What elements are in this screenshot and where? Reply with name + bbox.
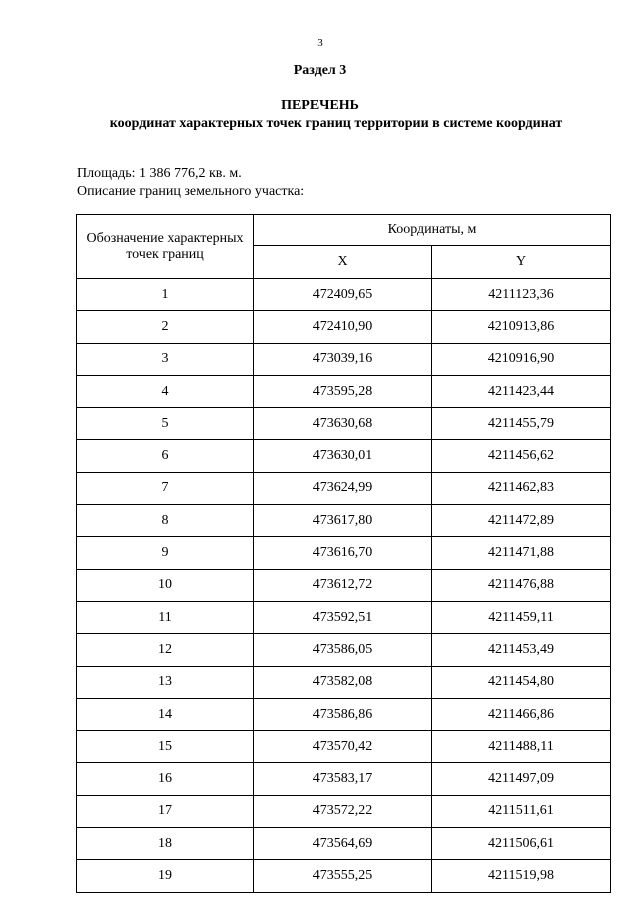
coord-y-cell: 4210916,90 (432, 343, 611, 375)
point-number-cell: 15 (77, 731, 254, 763)
table-row (77, 375, 611, 407)
coord-x-cell: 473582,08 (254, 666, 432, 698)
coord-x-cell: 473555,25 (254, 860, 432, 892)
point-number-cell: 9 (77, 537, 254, 569)
point-number-cell: 10 (77, 569, 254, 601)
coord-x-cell: 473572,22 (254, 795, 432, 827)
point-number-cell: 6 (77, 440, 254, 472)
point-number-cell: 4 (77, 375, 254, 407)
coord-y-cell: 4211506,61 (432, 828, 611, 860)
point-number-cell: 3 (77, 343, 254, 375)
coord-x-cell: 473583,17 (254, 763, 432, 795)
table-body (77, 279, 611, 893)
coord-x-cell: 473595,28 (254, 375, 432, 407)
table-row (77, 311, 611, 343)
table-row (77, 666, 611, 698)
document-heading: ПЕРЕЧЕНЬ (281, 98, 359, 113)
table-row (77, 343, 611, 375)
coord-x-cell: 473570,42 (254, 731, 432, 763)
table-row (77, 472, 611, 504)
table-row (77, 440, 611, 472)
coord-y-cell: 4211466,86 (432, 698, 611, 730)
coordinates-table (76, 214, 611, 893)
header-y: Y (432, 246, 611, 279)
coord-x-cell: 472410,90 (254, 311, 432, 343)
coord-x-cell: 473630,68 (254, 408, 432, 440)
coord-x-cell: 473039,16 (254, 343, 432, 375)
coord-x-cell: 473586,05 (254, 634, 432, 666)
coord-x-cell: 473612,72 (254, 569, 432, 601)
coord-y-cell: 4211497,09 (432, 763, 611, 795)
boundary-description-label: Описание границ земельного участка: (77, 184, 305, 199)
table-row (77, 505, 611, 537)
coord-x-cell: 473624,99 (254, 472, 432, 504)
point-number-cell: 2 (77, 311, 254, 343)
table-row (77, 795, 611, 827)
point-number-cell: 19 (77, 860, 254, 892)
page-number: 3 (317, 37, 323, 49)
table-row (77, 569, 611, 601)
coord-x-cell: 473592,51 (254, 601, 432, 633)
point-number-cell: 17 (77, 795, 254, 827)
header-designation: Обозначение характерных точек границ (77, 215, 254, 279)
point-number-cell: 11 (77, 601, 254, 633)
point-number-cell: 16 (77, 763, 254, 795)
coord-x-cell: 473617,80 (254, 505, 432, 537)
header-x: X (254, 246, 432, 279)
coord-x-cell: 473630,01 (254, 440, 432, 472)
coord-y-cell: 4211511,61 (432, 795, 611, 827)
coord-y-cell: 4211519,98 (432, 860, 611, 892)
coord-x-cell: 473586,86 (254, 698, 432, 730)
table-row (77, 537, 611, 569)
coord-y-cell: 4211459,11 (432, 601, 611, 633)
table-row (77, 860, 611, 892)
coord-y-cell: 4211456,62 (432, 440, 611, 472)
point-number-cell: 5 (77, 408, 254, 440)
coord-y-cell: 4211423,44 (432, 375, 611, 407)
coord-y-cell: 4211453,49 (432, 634, 611, 666)
coord-y-cell: 4211471,88 (432, 537, 611, 569)
table-row (77, 408, 611, 440)
point-number-cell: 8 (77, 505, 254, 537)
point-number-cell: 12 (77, 634, 254, 666)
table-row (77, 698, 611, 730)
coord-y-cell: 4211472,89 (432, 505, 611, 537)
point-number-cell: 7 (77, 472, 254, 504)
table-row (77, 634, 611, 666)
coord-x-cell: 473564,69 (254, 828, 432, 860)
coord-y-cell: 4210913,86 (432, 311, 611, 343)
coord-x-cell: 473616,70 (254, 537, 432, 569)
coord-y-cell: 4211476,88 (432, 569, 611, 601)
coord-y-cell: 4211454,80 (432, 666, 611, 698)
header-coordinates: Координаты, м (254, 215, 611, 246)
table-row (77, 763, 611, 795)
point-number-cell: 18 (77, 828, 254, 860)
coord-x-cell: 472409,65 (254, 279, 432, 311)
coord-y-cell: 4211462,83 (432, 472, 611, 504)
coord-y-cell: 4211455,79 (432, 408, 611, 440)
table-row (77, 731, 611, 763)
table-row (77, 279, 611, 311)
point-number-cell: 1 (77, 279, 254, 311)
area-text: Площадь: 1 386 776,2 кв. м. (77, 166, 242, 181)
coord-y-cell: 4211488,11 (432, 731, 611, 763)
table-row (77, 601, 611, 633)
section-title: Раздел 3 (293, 63, 347, 78)
document-subheading: координат характерных точек границ территории в системе координат (109, 116, 563, 131)
table-row (77, 828, 611, 860)
point-number-cell: 13 (77, 666, 254, 698)
coord-y-cell: 4211123,36 (432, 279, 611, 311)
point-number-cell: 14 (77, 698, 254, 730)
